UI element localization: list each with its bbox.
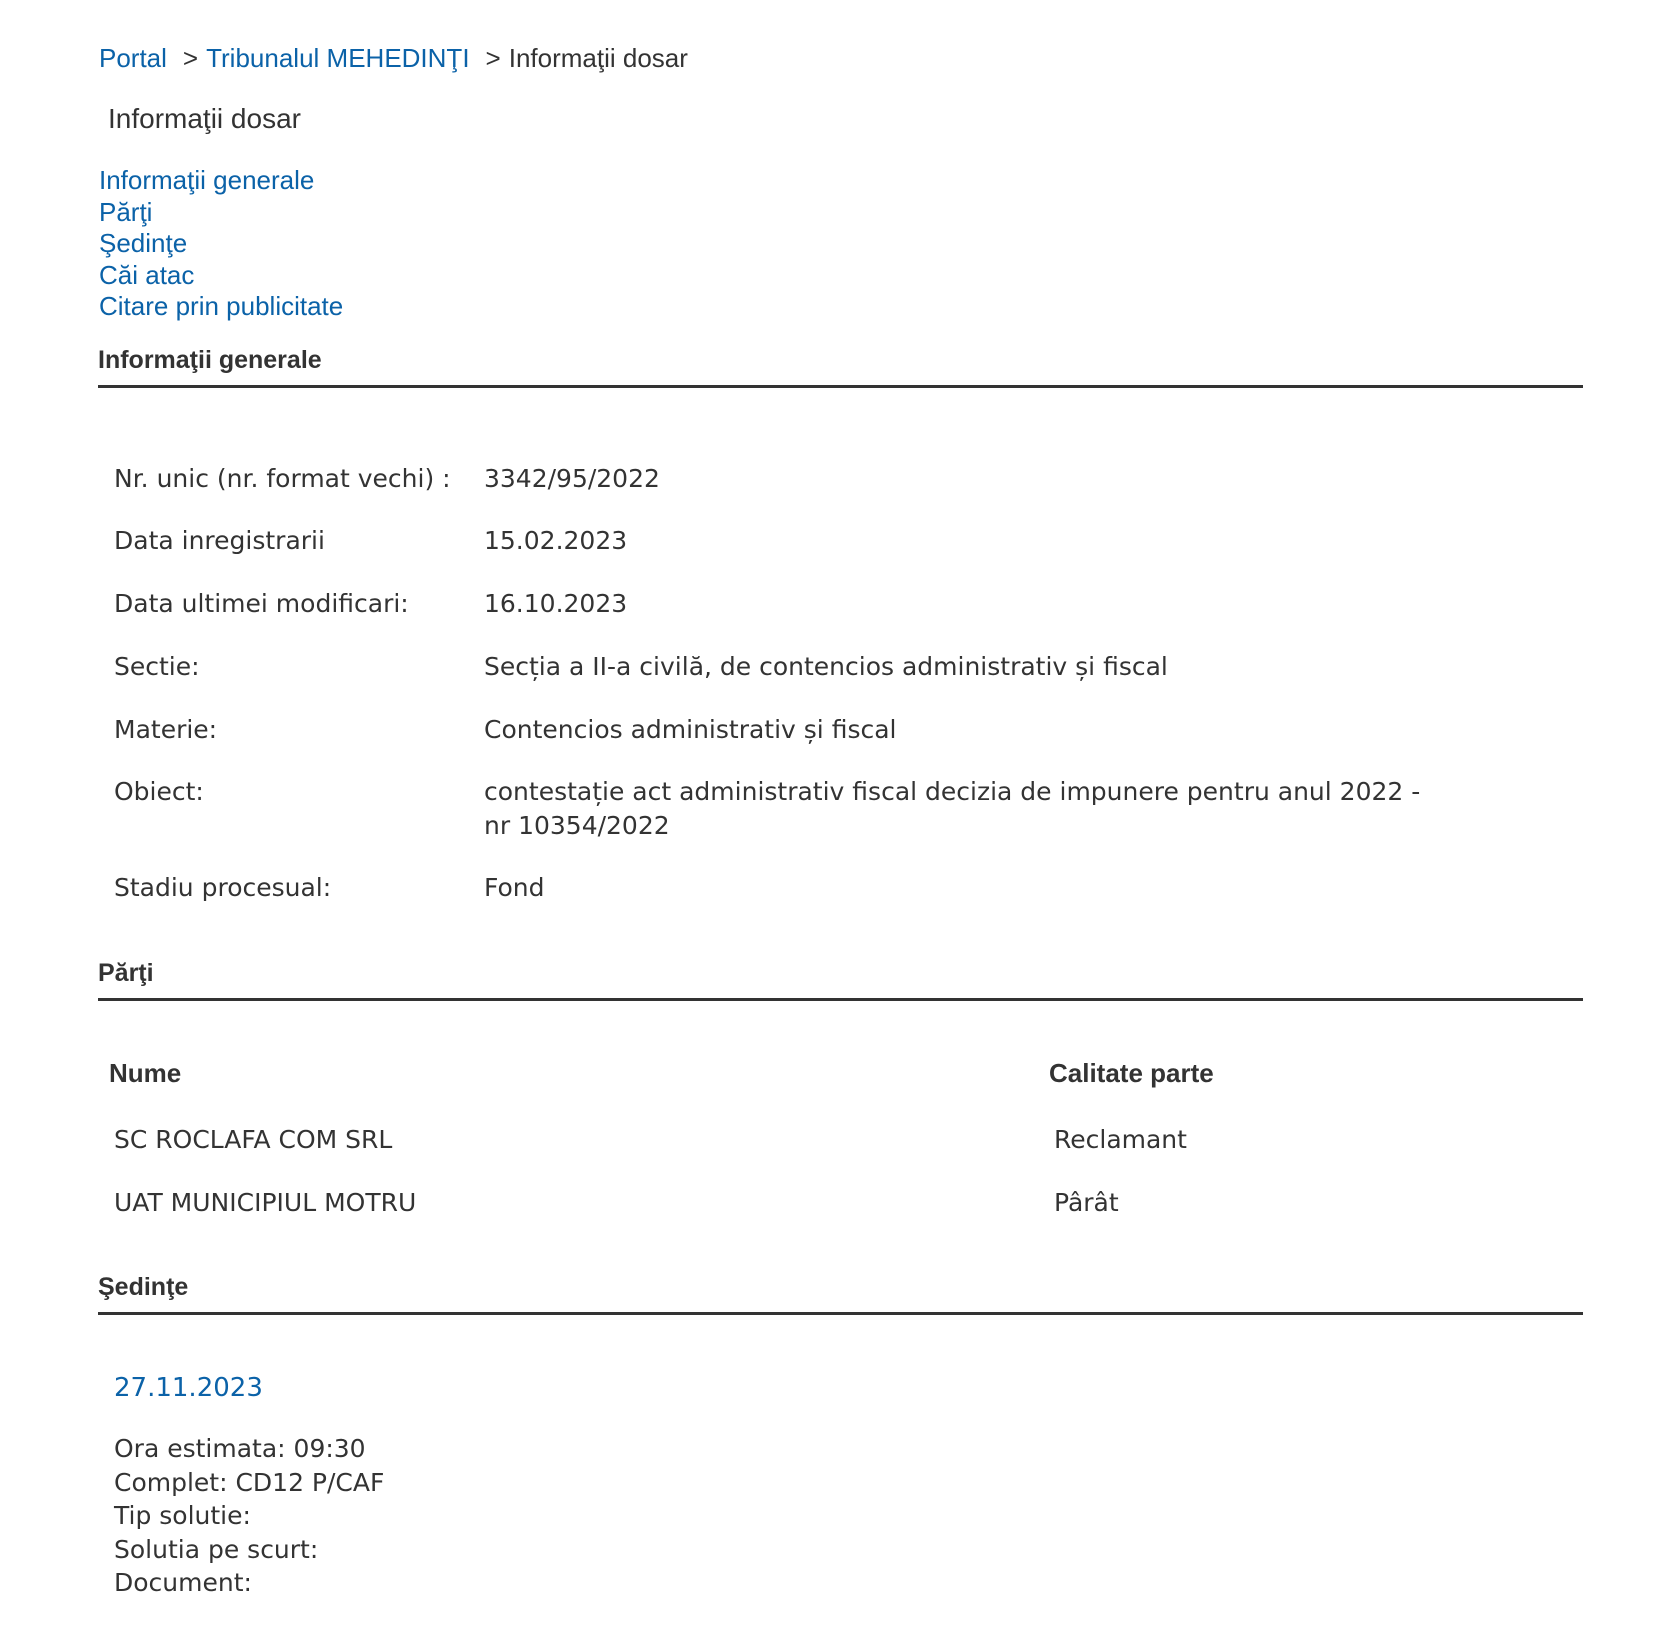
breadcrumb-current: Informaţii dosar [508,43,688,73]
hearing-panel: Complet: CD12 P/CAF [114,1467,385,1497]
info-label: Data inregistrarii [114,526,325,555]
info-value: Secția a II-a civilă, de contencios administrativ și fiscal [484,652,1168,681]
breadcrumb-court-link[interactable]: Tribunalul MEHEDINŢI [206,43,470,73]
section-heading-sedinte: Şedinţe [98,1270,1583,1315]
hearing-details [114,1432,384,1600]
nav-link-parti[interactable]: Părţi [99,196,153,227]
nav-link-informatii-generale[interactable]: Informaţii generale [99,165,315,195]
info-value: Fond [484,873,545,902]
parti-name: SC ROCLAFA COM SRL [114,1125,393,1154]
breadcrumb-separator: > [182,43,199,73]
hearing-solution-summary: Solutia pe scurt: [114,1534,319,1564]
parti-role: Pârât [1054,1188,1119,1217]
nav-link-sedinte[interactable]: Şedinţe [99,228,188,258]
breadcrumb-portal-link[interactable]: Portal [99,43,167,73]
info-value: contestație act administrativ fiscal decizia de impunere pentru anul 2022 - nr 10354/2022 [484,777,1421,840]
hearing-estimated-time: Ora estimata: 09:30 [114,1434,366,1463]
parti-column-header-calitate: Calitate parte [1049,1058,1214,1088]
info-value: Contencios administrativ și fiscal [484,715,897,744]
section-heading-informatii-generale: Informaţii generale [98,343,1583,388]
hearing-document: Document: [114,1568,252,1597]
parti-name: UAT MUNICIPIUL MOTRU [114,1188,417,1217]
parti-column-header-nume: Nume [109,1058,182,1088]
info-label: Obiect: [114,777,204,806]
info-label: Nr. unic (nr. format vechi) : [114,464,451,493]
info-label: Materie: [114,715,218,744]
breadcrumb-separator: > [485,43,501,73]
hearing-date: 27.11.2023 [114,1373,263,1403]
section-heading-parti: Părţi [98,956,1583,1001]
info-label: Sectie: [114,652,200,681]
hearing-solution-type: Tip solutie: [114,1501,251,1530]
parti-role: Reclamant [1054,1125,1187,1154]
nav-link-citare-prin-publicitate[interactable]: Citare prin publicitate [99,291,344,321]
page-title: Informaţii dosar [108,103,301,134]
info-value: 15.02.2023 [484,526,628,555]
breadcrumb [99,38,688,78]
info-value: 16.10.2023 [484,589,628,618]
info-label: Data ultimei modificari: [114,589,409,618]
info-value: 3342/95/2022 [484,464,660,493]
info-label: Stadiu procesual: [114,873,332,902]
nav-link-cai-atac[interactable]: Căi atac [99,259,195,290]
section-nav [99,165,343,323]
